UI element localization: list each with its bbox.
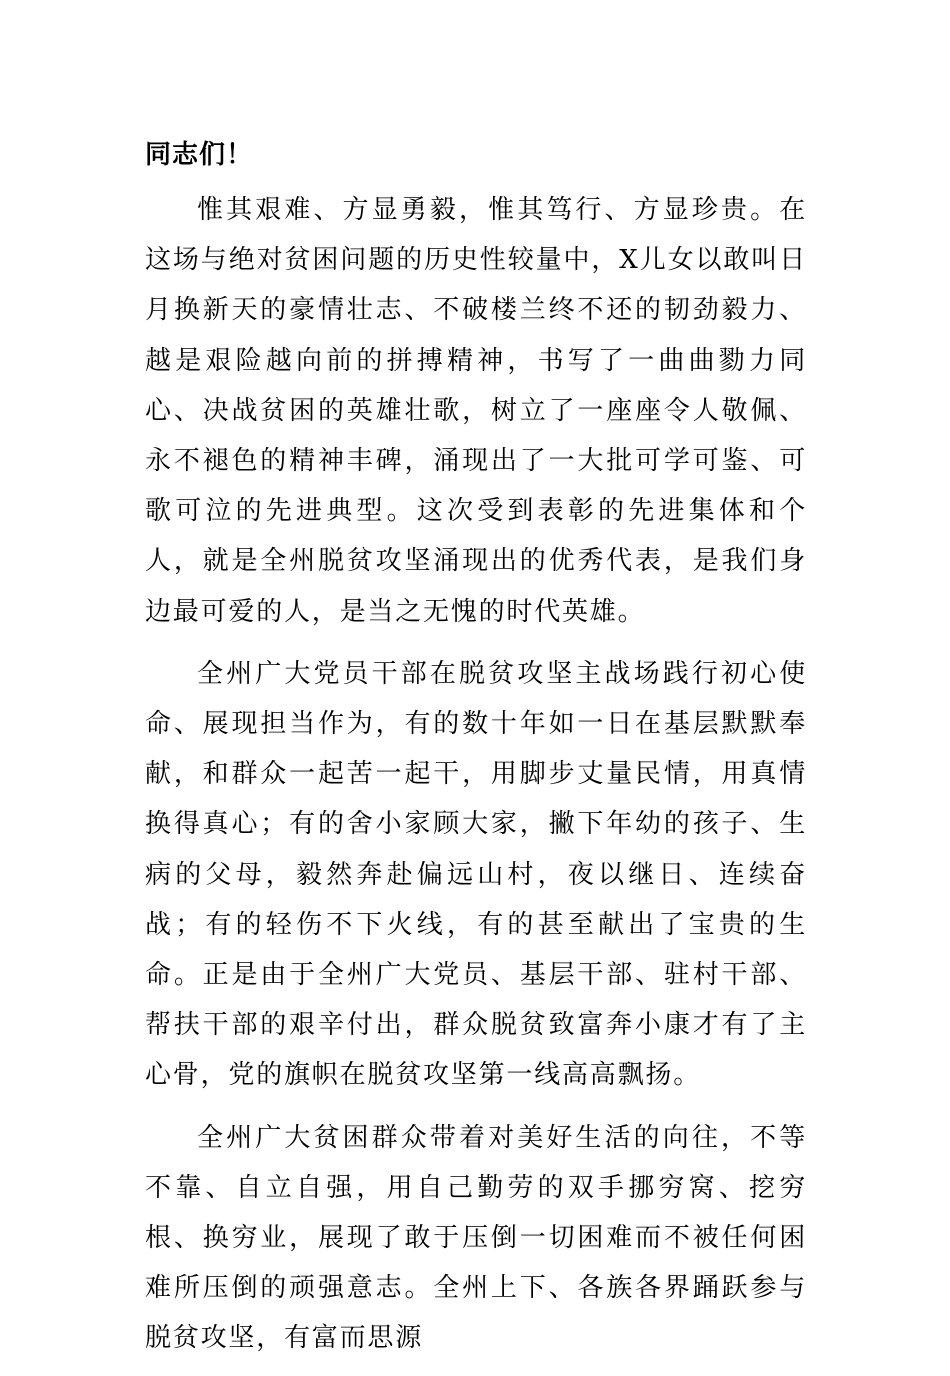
document-body — [145, 185, 807, 1376]
paragraph: 全州广大贫困群众带着对美好生活的向往，不等不靠、自立自强，用自己勤劳的双手挪穷窝、挖穷根、换穷业，展现了敢于压倒一切困难而不被任何困难所压倒的顽强意志。全州上下、各族各界踊跃参与脱贫攻坚，有富而思源 — [145, 1122, 807, 1354]
paragraph: 惟其艰难、方显勇毅，惟其笃行、方显珍贵。在这场与绝对贫困问题的历史性较量中，X儿女以敢叫日月换新天的豪情壮志、不破楼兰终不还的韧劲毅力、越是艰险越向前的拼搏精神，书写了一曲曲勠力同心、决战贫困的英雄壮歌，树立了一座座令人敬佩、永不褪色的精神丰碑，涌现出了一大批可学可鉴、可歌可泣的先进典型。这次受到表彰的先进集体和个人，就是全州脱贫攻坚涌现出的优秀代表，是我们身边最可爱的人，是当之无愧的时代英雄。 — [145, 195, 807, 627]
paragraph: 全州广大党员干部在脱贫攻坚主战场践行初心使命、展现担当作为，有的数十年如一日在基层默默奉献，和群众一起苦一起干，用脚步丈量民情，用真情换得真心；有的舍小家顾大家，撇下年幼的孩子、生病的父母，毅然奔赴偏远山村，夜以继日、连续奋战；有的轻伤不下火线，有的甚至献出了宝贵的生命。正是由于全州广大党员、基层干部、驻村干部、帮扶干部的艰辛付出，群众脱贫致富奔小康才有了主心骨，党的旗帜在脱贫攻坚第一线高高飘扬。 — [145, 658, 807, 1091]
greeting-heading: 同志们！ — [145, 140, 254, 170]
